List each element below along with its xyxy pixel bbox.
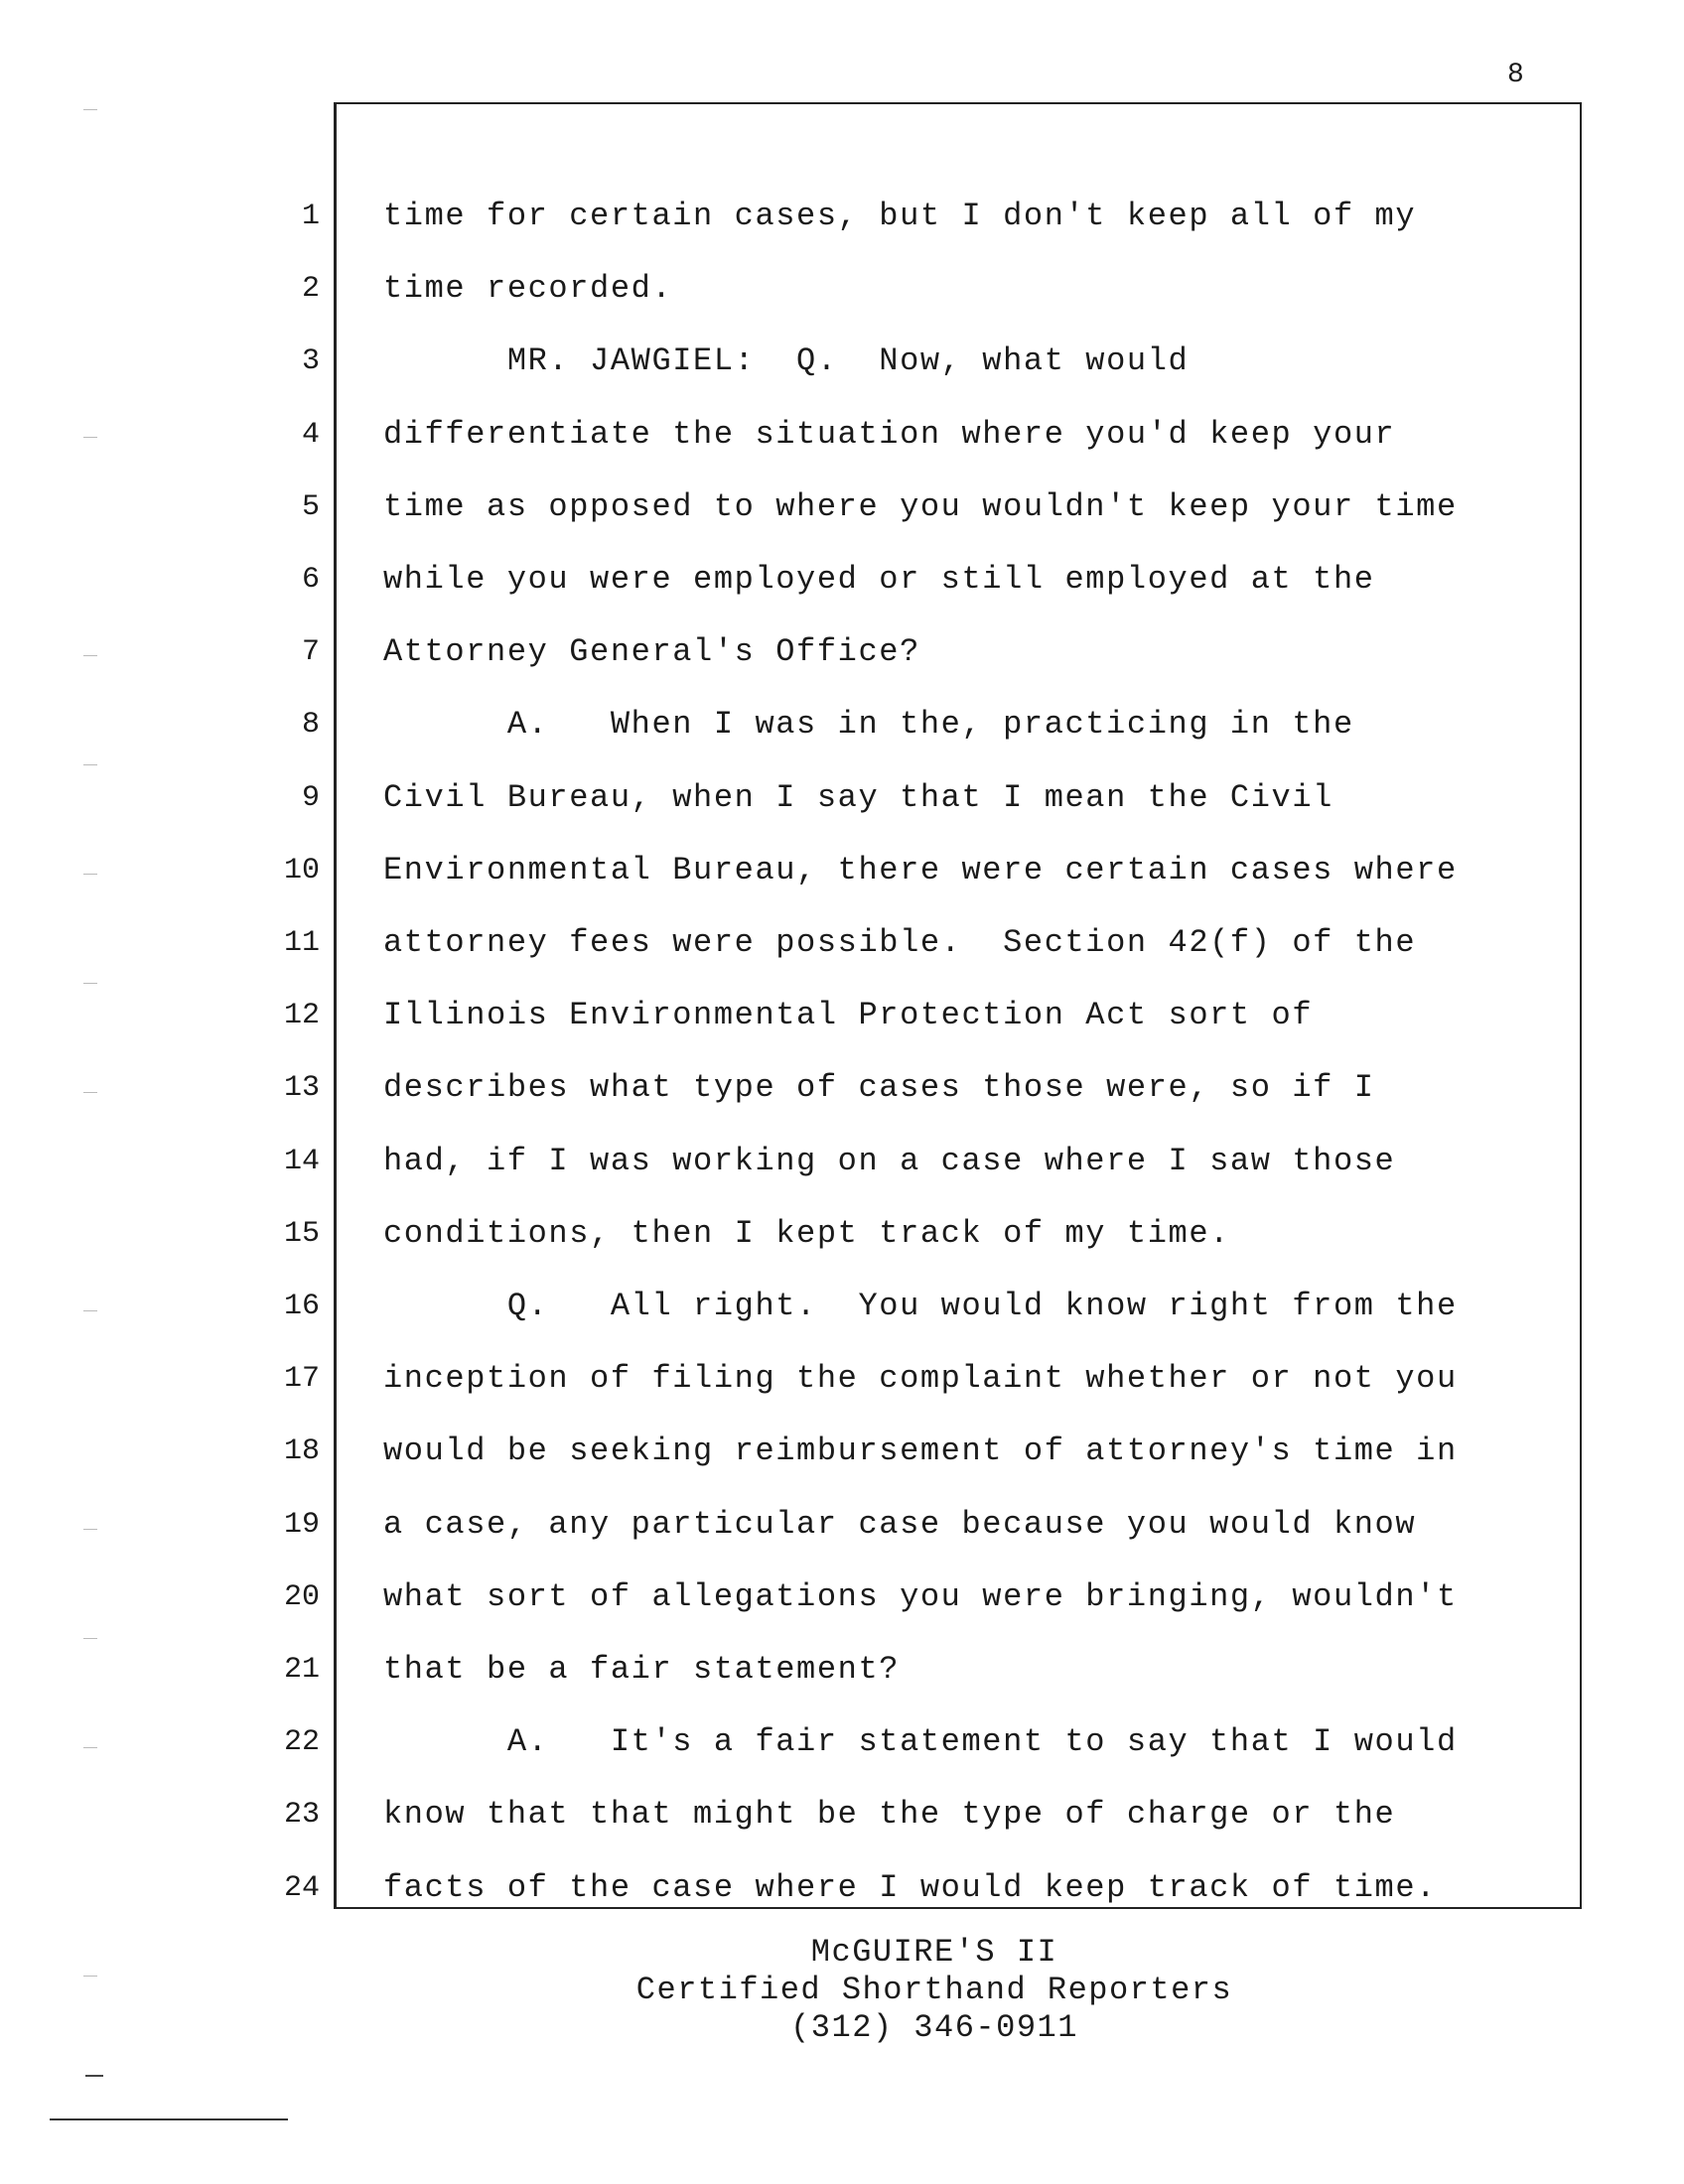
bottom-rule (50, 2118, 288, 2120)
transcript-line (0, 197, 1684, 236)
margin-mark (85, 2075, 103, 2077)
line-number: 20 (283, 1579, 320, 1614)
line-number: 17 (283, 1362, 320, 1397)
line-number: 18 (283, 1434, 320, 1469)
line-text: a case, any particular case because you would know (383, 1505, 1417, 1543)
line-number: 13 (283, 1071, 320, 1106)
transcript-line (0, 1505, 1684, 1545)
line-text: had, if I was working on a case where I saw those (383, 1142, 1396, 1179)
line-number: 9 (301, 780, 320, 815)
transcript-line (0, 1868, 1684, 1908)
transcript-line (0, 269, 1684, 309)
transcript-line (0, 923, 1684, 963)
reporter-footer (0, 1934, 1684, 2047)
line-text: that be a fair statement? (383, 1651, 901, 1688)
transcript-line (0, 1650, 1684, 1690)
margin-tick (83, 1747, 97, 1748)
line-number: 10 (283, 853, 320, 887)
line-number: 23 (283, 1798, 320, 1833)
line-text: A. It's a fair statement to say that I would (383, 1723, 1458, 1761)
line-text: Illinois Environmental Protection Act sort of (383, 997, 1314, 1034)
line-number: 1 (301, 200, 320, 233)
line-number: 5 (301, 489, 320, 524)
transcript-line (0, 851, 1684, 890)
transcript-line (0, 1722, 1684, 1762)
margin-tick (83, 874, 97, 875)
page-number: 8 (1507, 60, 1524, 90)
line-text: time as opposed to where you wouldn't keep your time (383, 487, 1458, 525)
line-text: differentiate the situation where you'd keep your (383, 415, 1396, 453)
line-text: facts of the case where I would keep track of time. (383, 1868, 1437, 1906)
transcript-line (0, 415, 1684, 455)
transcript-line (0, 1795, 1684, 1835)
transcript-line (0, 487, 1684, 527)
line-number: 21 (283, 1653, 320, 1687)
margin-tick (83, 1310, 97, 1311)
transcript-line (0, 1287, 1684, 1326)
transcript-line (0, 1214, 1684, 1254)
reporter-phone: (312) 346-0911 (790, 2009, 1078, 2046)
margin-tick (83, 1976, 97, 1977)
line-text: Q. All right. You would know right from the (383, 1288, 1458, 1324)
line-number: 3 (301, 344, 320, 379)
line-number: 14 (283, 1144, 320, 1178)
transcript-line (0, 1432, 1684, 1471)
line-text: conditions, then I kept track of my time. (383, 1214, 1230, 1252)
margin-tick (83, 655, 97, 656)
line-number: 2 (301, 272, 320, 307)
line-text: Attorney General's Office? (383, 633, 920, 671)
line-text: Civil Bureau, when I say that I mean the Civil (383, 778, 1333, 816)
line-number: 8 (301, 708, 320, 743)
line-number: 16 (283, 1290, 320, 1323)
reporter-company: McGUIRE'S II (810, 1934, 1058, 1971)
line-number: 7 (301, 635, 320, 670)
line-text: A. When I was in the, practicing in the (383, 706, 1354, 744)
line-text: inception of filing the complaint whether or not you (383, 1360, 1458, 1398)
transcript-line (0, 705, 1684, 745)
line-text: what sort of allegations you were bringing, wouldn't (383, 1577, 1458, 1615)
line-number: 4 (301, 417, 320, 452)
line-text: Environmental Bureau, there were certain cases where (383, 851, 1458, 888)
line-number: 19 (283, 1507, 320, 1542)
transcript-line (0, 560, 1684, 600)
margin-tick (83, 983, 97, 984)
margin-tick (83, 1092, 97, 1093)
line-text: describes what type of cases those were, so if I (383, 1069, 1375, 1107)
line-text: attorney fees were possible. Section 42(f) of the (383, 924, 1417, 961)
line-text: know that that might be the type of charge or the (383, 1796, 1396, 1834)
line-number: 12 (283, 999, 320, 1033)
line-text: time for certain cases, but I don't keep all of my (383, 198, 1417, 234)
line-number: 6 (301, 563, 320, 597)
transcript-line (0, 996, 1684, 1035)
transcript-line (0, 1068, 1684, 1108)
reporter-service: Certified Shorthand Reporters (635, 1972, 1233, 2008)
margin-tick (83, 437, 97, 438)
margin-tick (83, 1638, 97, 1639)
transcript-line (0, 632, 1684, 672)
transcript-line (0, 1577, 1684, 1617)
transcript-line (0, 778, 1684, 818)
line-number: 22 (283, 1725, 320, 1760)
line-number: 24 (283, 1870, 320, 1905)
line-text: would be seeking reimbursement of attorney's time in (383, 1433, 1458, 1470)
line-text: time recorded. (383, 270, 673, 308)
transcript-line (0, 1142, 1684, 1181)
line-text: MR. JAWGIEL: Q. Now, what would (383, 342, 1190, 380)
transcript-line (0, 341, 1684, 381)
margin-tick (83, 1529, 97, 1530)
margin-tick (83, 109, 97, 110)
transcript-line (0, 1359, 1684, 1399)
line-text: while you were employed or still employed at the (383, 561, 1375, 598)
line-number: 15 (283, 1216, 320, 1251)
margin-tick (83, 764, 97, 765)
line-number: 11 (283, 926, 320, 960)
